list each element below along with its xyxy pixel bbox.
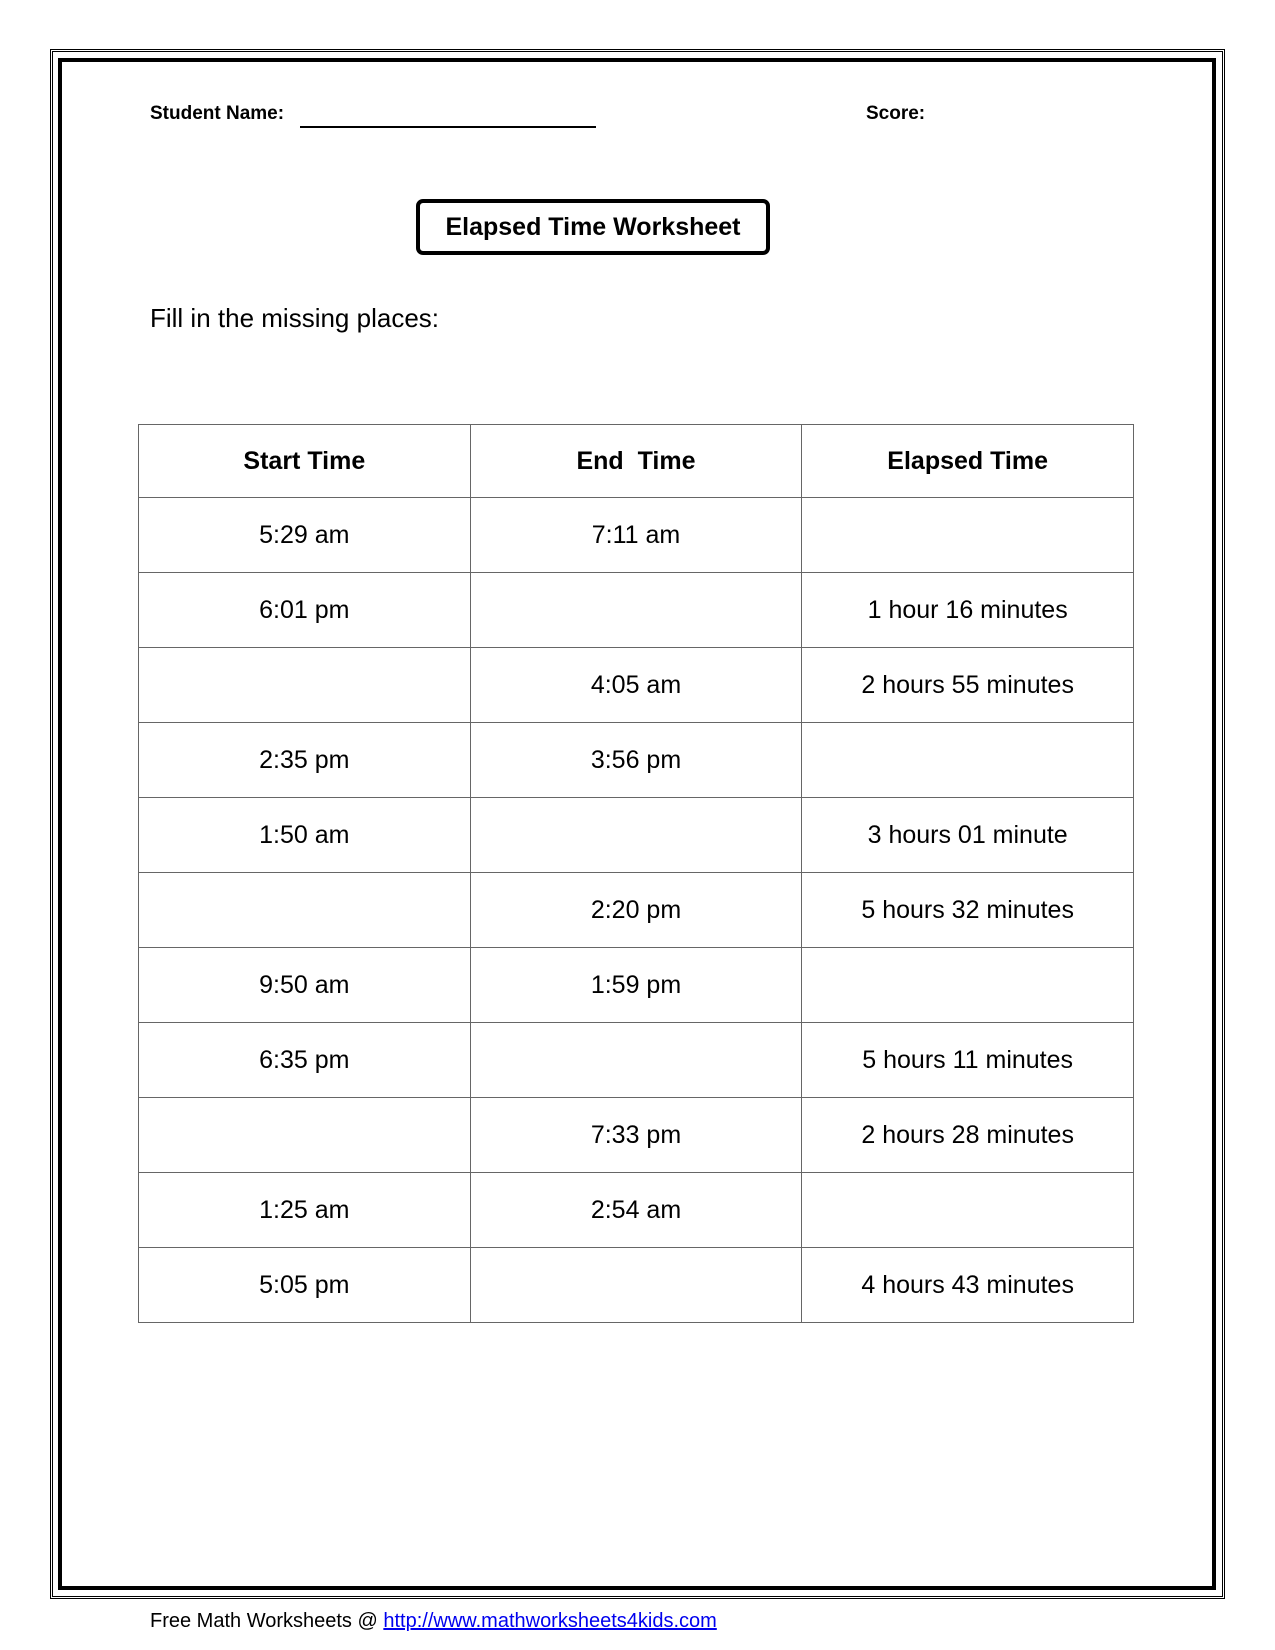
- table-row: [139, 873, 1134, 948]
- cell-elapsed-time: 2 hours 55 minutes: [802, 648, 1134, 723]
- cell-elapsed-time: 5 hours 11 minutes: [802, 1023, 1134, 1098]
- worksheet-title-text: Elapsed Time Worksheet: [445, 212, 741, 241]
- cell-start-time[interactable]: [139, 648, 471, 723]
- cell-end-time[interactable]: [470, 1023, 802, 1098]
- cell-start-time: 1:25 am: [139, 1173, 471, 1248]
- footer-link[interactable]: http://www.mathworksheets4kids.com: [383, 1610, 717, 1632]
- table-row: [139, 648, 1134, 723]
- cell-end-time[interactable]: [470, 573, 802, 648]
- table-row: [139, 1023, 1134, 1098]
- cell-elapsed-time: 3 hours 01 minute: [802, 798, 1134, 873]
- cell-start-time: 6:35 pm: [139, 1023, 471, 1098]
- cell-elapsed-time: 2 hours 28 minutes: [802, 1098, 1134, 1173]
- table-row: [139, 798, 1134, 873]
- instructions: Fill in the missing places:: [150, 303, 439, 333]
- cell-end-time[interactable]: [470, 798, 802, 873]
- elapsed-time-table: [138, 424, 1134, 1323]
- column-header-start-time: Start Time: [139, 425, 471, 498]
- student-name-blank: [300, 126, 596, 128]
- table-row: [139, 1248, 1134, 1323]
- score-label: Score:: [866, 103, 926, 124]
- cell-end-time: 3:56 pm: [470, 723, 802, 798]
- cell-start-time: 1:50 am: [139, 798, 471, 873]
- cell-start-time: 5:29 am: [139, 498, 471, 573]
- cell-end-time: 7:11 am: [470, 498, 802, 573]
- cell-end-time: 7:33 pm: [470, 1098, 802, 1173]
- cell-start-time[interactable]: [139, 873, 471, 948]
- cell-elapsed-time[interactable]: [802, 498, 1134, 573]
- cell-end-time[interactable]: [470, 1248, 802, 1323]
- cell-start-time: 6:01 pm: [139, 573, 471, 648]
- footer: [150, 1610, 717, 1633]
- cell-start-time[interactable]: [139, 1098, 471, 1173]
- student-name-label: Student Name:: [150, 103, 285, 124]
- table-body: [139, 498, 1134, 1323]
- cell-elapsed-time: 4 hours 43 minutes: [802, 1248, 1134, 1323]
- cell-end-time: 1:59 pm: [470, 948, 802, 1023]
- cell-start-time: 9:50 am: [139, 948, 471, 1023]
- cell-elapsed-time: 5 hours 32 minutes: [802, 873, 1134, 948]
- cell-elapsed-time[interactable]: [802, 723, 1134, 798]
- column-header-end-time: End Time: [470, 425, 802, 498]
- column-header-elapsed-time: Elapsed Time: [802, 425, 1134, 498]
- cell-elapsed-time[interactable]: [802, 948, 1134, 1023]
- cell-start-time: 2:35 pm: [139, 723, 471, 798]
- table-row: [139, 1173, 1134, 1248]
- footer-text: Free Math Worksheets @: [150, 1610, 384, 1632]
- table-row: [139, 723, 1134, 798]
- cell-start-time: 5:05 pm: [139, 1248, 471, 1323]
- table-row: [139, 1098, 1134, 1173]
- cell-end-time: 2:20 pm: [470, 873, 802, 948]
- cell-elapsed-time: 1 hour 16 minutes: [802, 573, 1134, 648]
- worksheet-title: [416, 199, 770, 255]
- table-row: [139, 948, 1134, 1023]
- table-row: [139, 573, 1134, 648]
- cell-elapsed-time[interactable]: [802, 1173, 1134, 1248]
- cell-end-time: 2:54 am: [470, 1173, 802, 1248]
- cell-end-time: 4:05 am: [470, 648, 802, 723]
- table-row: [139, 498, 1134, 573]
- table-header-row: [139, 425, 1134, 498]
